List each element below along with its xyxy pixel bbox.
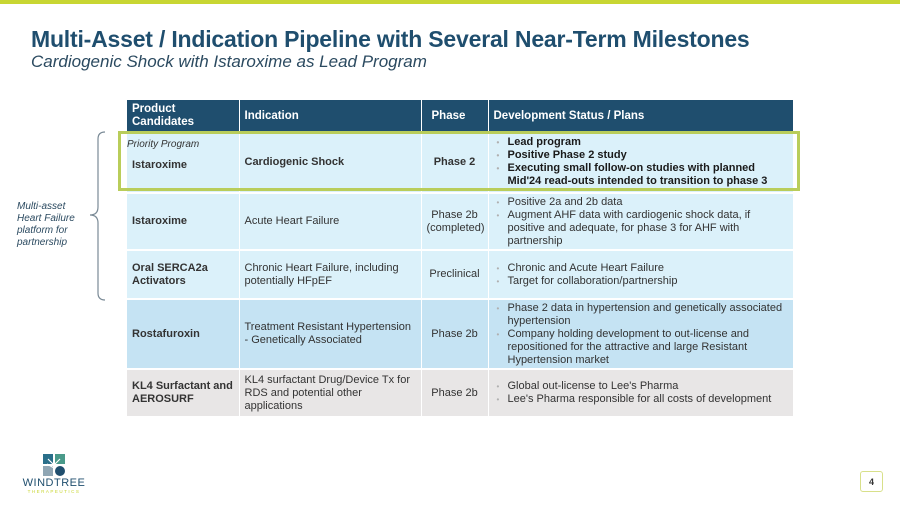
status-item: • Phase 2 data in hypertension and genetically associated hypertension: [508, 302, 788, 328]
page-number: 4: [860, 471, 883, 492]
product-cell: Istaroxime: [127, 193, 239, 250]
indication-cell: Acute Heart Failure: [239, 193, 421, 250]
tree-logo-icon: [43, 454, 65, 476]
phase-cell: Preclinical: [421, 250, 488, 299]
status-cell: [488, 299, 793, 369]
indication-cell: Cardiogenic Shock: [239, 132, 421, 193]
table-row: [127, 132, 793, 193]
accent-bar: [0, 0, 900, 4]
product-cell: Oral SERCA2a Activators: [127, 250, 239, 299]
slide-subtitle: Cardiogenic Shock with Istaroxime as Lead Program: [31, 52, 427, 71]
slide-title: Multi-Asset / Indication Pipeline with Several Near-Term Milestones: [31, 26, 750, 52]
table-row: [127, 299, 793, 369]
status-item: • Positive Phase 2 study: [508, 149, 788, 162]
status-cell: [488, 250, 793, 299]
brace-icon: [88, 131, 118, 303]
priority-label: Priority Program: [127, 139, 200, 150]
company-logo: [18, 454, 90, 494]
logo-wordmark: WINDTREE: [22, 477, 86, 489]
phase-cell: Phase 2: [421, 132, 488, 193]
status-cell: [488, 369, 793, 417]
status-item: • Augment AHF data with cardiogenic shock data, if positive and adequate, for phase 3 for AHF with partnership: [508, 209, 788, 248]
status-item: • Chronic and Acute Heart Failure: [508, 262, 788, 275]
status-item: • Global out-license to Lee's Pharma: [508, 380, 788, 393]
status-item: • Lee's Pharma responsible for all costs of development: [508, 393, 788, 406]
status-item: • Positive 2a and 2b data: [508, 196, 788, 209]
status-item: • Target for collaboration/partnership: [508, 275, 788, 288]
annotation-line: Heart Failure: [17, 213, 75, 224]
header-product: Product Candidates: [127, 100, 239, 132]
logo-tagline: THERAPEUTICS: [27, 489, 81, 494]
header-indication: Indication: [239, 100, 421, 132]
table-header-row: [127, 100, 793, 132]
phase-cell: Phase 2b: [421, 299, 488, 369]
status-item: • Company holding development to out-license and repositioned for the attractive and large Resistant Hypertension market: [508, 328, 788, 367]
status-cell: [488, 193, 793, 250]
annotation-line: partnership: [17, 237, 68, 248]
table-row: [127, 193, 793, 250]
annotation-line: Multi-asset: [17, 201, 66, 212]
phase-cell: Phase 2b: [421, 369, 488, 417]
status-item: • Lead program: [508, 136, 788, 149]
indication-cell: KL4 surfactant Drug/Device Tx for RDS and potential other applications: [239, 369, 421, 417]
pipeline-table: [127, 100, 794, 418]
status-item: • Executing small follow-on studies with planned Mid'24 read-outs intended to transition to phase 3: [508, 162, 788, 188]
indication-cell: Treatment Resistant Hypertension - Genetically Associated: [239, 299, 421, 369]
table-row: [127, 250, 793, 299]
phase-cell: Phase 2b (completed): [421, 193, 488, 250]
product-cell: [127, 132, 239, 193]
product-cell: KL4 Surfactant and AEROSURF: [127, 369, 239, 417]
indication-cell: Chronic Heart Failure, including potentially HFpEF: [239, 250, 421, 299]
annotation-line: platform for: [17, 225, 68, 236]
product-cell: Rostafuroxin: [127, 299, 239, 369]
header-phase: Phase: [421, 100, 488, 132]
table-row: [127, 369, 793, 417]
platform-annotation: [17, 201, 75, 249]
status-cell: [488, 132, 793, 193]
product-name: Istaroxime: [132, 159, 188, 171]
header-status: Development Status / Plans: [488, 100, 793, 132]
